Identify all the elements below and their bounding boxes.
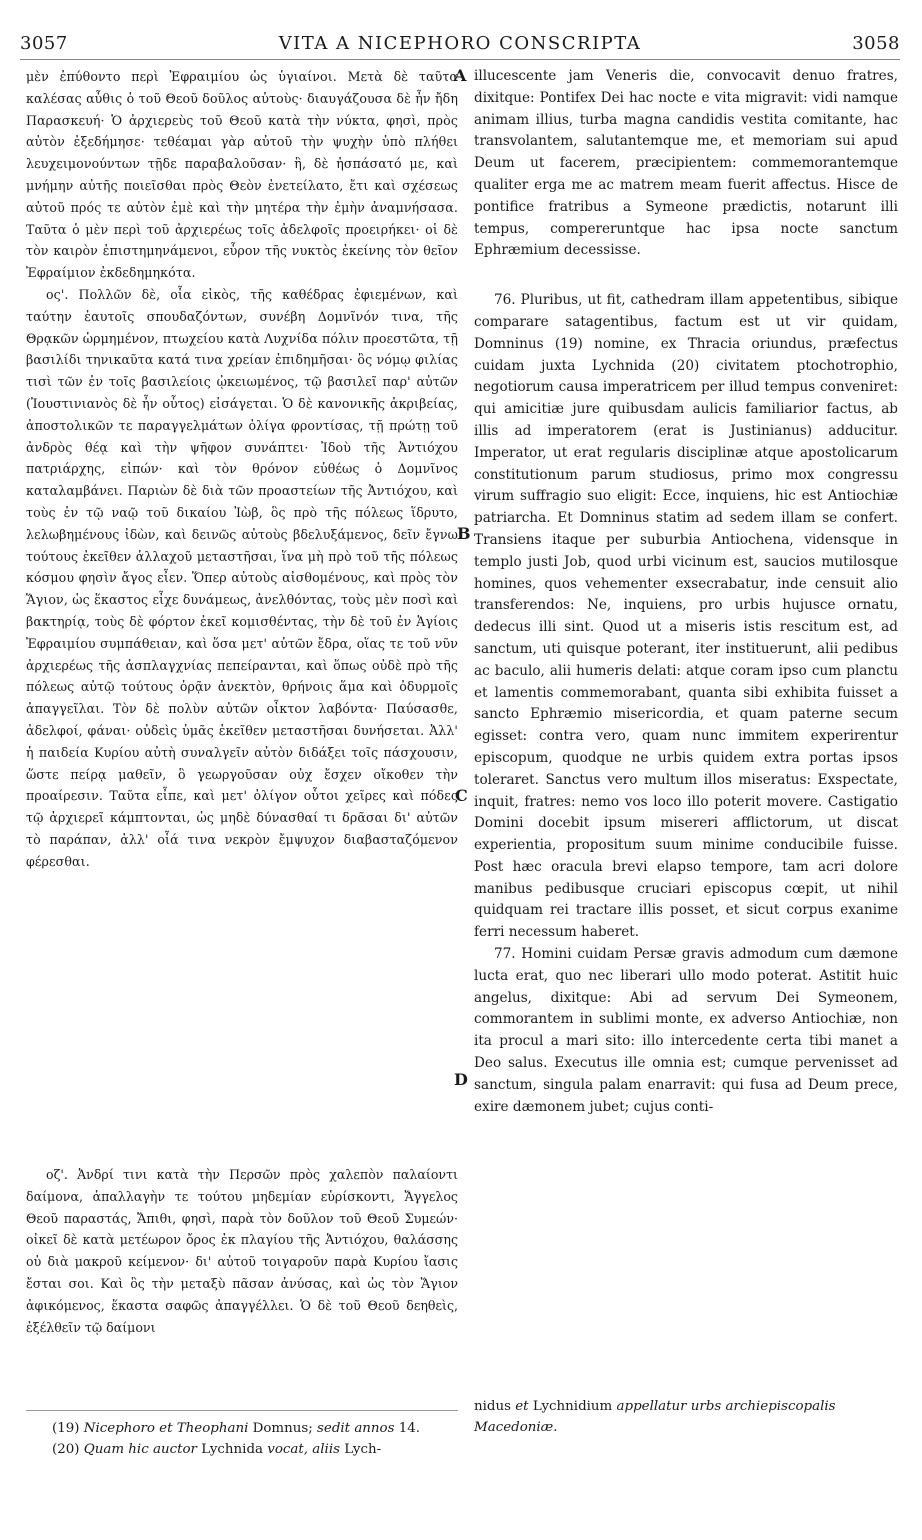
footnote-19: [52, 1418, 472, 1439]
page-number-left: 3057: [20, 33, 68, 54]
margin-letter-c: C: [455, 786, 468, 805]
footnote-cont-italic-2: appellatur urbs archiepiscopalis Macedoniæ.: [474, 1399, 836, 1435]
footnotes: [52, 1418, 472, 1460]
latin-paragraph-1: illucescente jam Veneris die, convocavit denuo fratres, dixitque: Pontifex Dei hac nocte e vita migravit: vidi namque animam illius, turba magna candidis vestita comitante, hac transvolantem, salutantemque me, et memoriam sui apud Deum ut facerem, præcipientem: commemorantemque qualiter erga me ac matrem meam fuerit affectus. Hisce de pontifice fratribus a Symeone prædictis, notarunt illi tempus, compereruntque hac ipsa nocte sanctum Ephræmium decessisse.: [474, 68, 898, 259]
margin-letter-b: B: [457, 524, 471, 543]
footnote-cont-mid: Lychnidium: [532, 1399, 613, 1414]
footnote-20-text: Lychnida: [201, 1442, 263, 1457]
footnote-rule: [26, 1410, 458, 1411]
footnote-19-italic-2: sedit annos: [317, 1421, 395, 1436]
footnote-cont-italic-1: et: [515, 1399, 529, 1414]
margin-letter-d: D: [454, 1070, 468, 1089]
latin-column: [474, 66, 898, 1118]
footnote-20: [52, 1439, 472, 1460]
margin-letter-a: A: [454, 66, 467, 85]
footnote-19-text: Domnus;: [252, 1421, 313, 1436]
greek-paragraph-3-block: [26, 1164, 458, 1338]
greek-column: [26, 66, 458, 872]
running-title: VITA A NICEPHORO CONSCRIPTA: [278, 33, 642, 54]
footnote-19-italic: Nicephoro et Theophani: [83, 1421, 249, 1436]
footnote-20-italic: Quam hic auctor: [83, 1442, 197, 1457]
greek-paragraph-1: μὲν ἐπύθοντο περὶ Ἐφραιμίου ὡς ὑγιαίνοι. Μετὰ δὲ ταῦτα καλέσας αὖθις ὁ τοῦ Θεοῦ δοῦλος αὐτοὺς· διαυγάζουσα δὲ ἦν ἤδη Παρασκευή· Ὁ ἀρχιερεὺς τοῦ Θεοῦ κατὰ τὴν νύκτα, φησὶ, πρὸς αὐτὸν ἐξεδήμησε· τεθέαμαι γὰρ αὐτοῦ τὴν ψυχὴν ὑπὸ πλήθει λευχειμονούντων τῇδε παραβαλοῦσαν· ἣ, δὲ ἠσπάσατό με, καὶ μνήμην αὐτῆς ποιεῖσθαι πρὸς Θεὸν ἐνετείλατο, ἔτι καὶ σχέσεως αὐτοῦ πρός τε αὐτὸν ἐμὲ καὶ τὴν μητέρα τὴν ἐμὴν ἀναμνήσασα. Ταῦτα ὁ μὲν περὶ τοῦ ἀρχιερέως τοῖς ἀδελφοῖς προειρήκει· οἱ δὲ τὸν καιρὸν ἐπιστημηνάμενοι, εὗρον τῆς νυκτὸς ἐκείνης τὸν θεῖον Ἐφραίμιον ἐκδεδημηκότα.: [26, 69, 458, 281]
latin-paragraph-2: 76. Pluribus, ut fit, cathedram illam appetentibus, sibique comparare satagentibus, factum est ut vir quidam, Domninus (19) nomine, ex Thracia oriundus, præfectus cuidam juxta Lychnida (20) civitatem ptochotrophio, negotiorum causa imperatricem per illud tempus conveniret: qui amicitiæ jure quibusdam aulicis familiarior factus, ab illis ad imperatorem (erat is Justinianus) adducitur. Imperator, ut erat regularis disciplinæ atque apostolicarum constitutionum parum studiosus, primo mox congressu virum suffragio suo eligit: Ecce, inquiens, hic est Antiochiæ patriarcha. Et Domninus statim ad sedem illam se confert. Transiens itaque per suburbia Antiochena, vidensque in templo justi Job, quod urbi vicinum est, saucios mutilosque homines, quos vehementer exsecrabatur, inde censuit alio transferendos: Ne, inquiens, pro urbis hujusce ornatu, dedecus illi sint. Quod ut a miseris istis rescitum est, ad sanctum, uti quisque poterant, iter instituerunt, alii pedibus ac baculo, alii humeris delati: atque coram ipso cum planctu et lamentis commemorabant, quanta sibi exhibita fuisset a sancto Ephræmio misericordia, et quam paterne secum egisset: contra vero, quam nunc immitem experirentur episcopum, quodque ne urbis quidem extra portas ipsos toleraret. Sanctus vero multum illos miseratus: Exspectate, inquit, fratres: nemo vos loco illo poterit movere. Castigatio Domini docebit ipsum misereri afflictorum, ut discat experientia, propositum suum minime conducibile fuisse. Post hæc oracula brevi elapso tempore, tam acri dolore manibus pedibusque cruciari episcopus cœpit, ut nihil quidquam rei tractare illis posset, et sicut corpus exanime ferri necessum haberet.: [474, 292, 898, 941]
running-header: [20, 33, 900, 60]
footnote-19-number: (19): [52, 1421, 80, 1436]
page-number-right: 3058: [852, 33, 900, 54]
footnote-20-italic-2: vocat, aliis: [267, 1442, 340, 1457]
footnote-19-end: 14.: [398, 1421, 421, 1436]
footnote-20-continuation: [474, 1396, 898, 1438]
footnote-20-end: Lych-: [344, 1442, 382, 1457]
greek-paragraph-3: οζ'. Ἀνδρί τινι κατὰ τὴν Περσῶν πρὸς χαλεπὸν παλαίοντι δαίμονα, ἀπαλλαγὴν τε τούτου μηδεμίαν εὑρίσκοντι, Ἄγγελος Θεοῦ παραστάς, Ἄπιθι, φησὶ, παρὰ τὸν δοῦλον τοῦ Θεοῦ Συμεών· οἰκεῖ δὲ κατὰ μετέωρον ὄρος ἐκ πλαγίου τῆς Ἀντιόχου, θαλάσσης οὐ διὰ μακροῦ κείμενον· δι' αὐτοῦ τοιγαροῦν παρὰ Κυρίου ἴασις ἔσται σοι. Καὶ ὃς τὴν μεταξὺ πᾶσαν ἀνύσας, καὶ ὡς τὸν Ἅγιον ἀφικόμενος, ἕκαστα σαφῶς ἀπαγγέλλει. Ὁ δὲ τοῦ Θεοῦ δεηθεὶς, ἐξέλθεῖν τῷ δαίμονι: [26, 1167, 458, 1335]
footnote-cont-start: nidus: [474, 1399, 511, 1414]
latin-paragraph-3: 77. Homini cuidam Persæ gravis admodum cum dæmone lucta erat, quo nec liberari ullo modo poterat. Astitit huic angelus, dixitque: Abi ad servum Dei Symeonem, commorantem in sublimi monte, ex adverso Antiochiæ, non ita procul a mari sito: illo intercedente certa tibi manet a Deo salus. Executus ille omnia est; cumque pervenisset ad sanctum, singula palam enarravit: qui fusa ad Deum prece, exire dæmonem jubet; cujus conti-: [474, 946, 898, 1115]
footnote-20-number: (20): [52, 1442, 80, 1457]
greek-paragraph-2: ος'. Πολλῶν δὲ, οἷα εἰκὸς, τῆς καθέδρας ἐφιεμένων, καὶ ταύτην ἑαυτοῖς σπουδαζόντων, συνέβη Δομνῖνόν τινα, τῆς Θρᾳκῶν ὡρμημένον, πτωχείου κατὰ Λυχνίδα πόλιν προεστῶτα, τῇ βασιλίδι τηνικαῦτα κατά τινα χρείαν ἐπιδημῆσαι· ὃς νόμῳ φιλίας τισὶ τῶν ἐν τοῖς βασιλείοις ᾠκειωμένος, τῷ βασιλεῖ παρ' αὐτῶν (Ἰουστινιανὸς δὲ ἦν οὗτος) εἰσάγεται. Ὁ δὲ κανονικῆς ἀκριβείας, ἀποστολικῶν τε παραγγελμάτων ὀλίγα φροντίσας, τῇ πρώτῃ τοῦ ἀνδρὸς θέᾳ καὶ τὴν ψῆφον συνάπτει· Ἰδοὺ τῆς Ἀντιόχου πατριάρχης, εἰπών· καὶ τὸν θρόνον εὐθέως ὁ Δομνῖνος καταλαμβάνει. Παριὼν δὲ διὰ τῶν προαστείων τῆς Ἀντιόχου, καὶ τοὺς ἐν τῷ ναῷ τοῦ δικαίου Ἰὼβ, ὃς πρὸ τῆς πόλεως ἵδρυτο, λελωβημένους ἰδὼν, καὶ δεινῶς αὐτοὺς βδελυξάμενος, δεῖν ἔγνω τούτους ἐκεῖθεν ἀλλαχοῦ μεταστῆσαι, ἵνα μὴ πρὸ τοῦ τῆς πόλεως κόσμου φησὶν ἄγος εἶεν. Ὅπερ αὐτοὺς αἰσθομένους, καὶ πρὸς τὸν Ἅγιον, ὡς ἕκαστος εἶχε δυνάμεως, ἀνελθόντας, τοὺς μὲν ποσὶ καὶ βακτηρίᾳ, τοὺς δὲ φόρτον ἐκεῖ κομισθέντας, τὴν δὲ τοῦ ἐν Ἁγίοις Ἐφραιμίου συμπάθειαν, καὶ ὅσα μετ' αὐτῶν ἔδρα, οἵας τε τοῦ νῦν ἀρχιερέως τῆς ἀσπλαγχνίας πεπείρανται, καὶ ὅπως οὐδὲ πρὸ τῆς πόλεως αὐτῷ τούτους ὁρᾷν ἀνεκτὸν, θρήνοις ἅμα καὶ ὀδυρμοῖς ἀπαγγεῖλαι. Τὸν δὲ πολὺν αὐτῶν οἶκτον λαβόντα· Παύσασθε, ἀδελφοί, φάναι· οὐδεὶς ὑμᾶς ἐκεῖθεν μεταστῆσαι δυνήσεται. Ἀλλ' ἡ παιδεία Κυρίου αὐτὴ συναλγεῖν αὐτὸν διδάξει τοῖς πάσχουσιν, ὥστε πείρᾳ μαθεῖν, ὃ γεωργοῦσαν οὐχ ἔσχεν οἴκοθεν τὴν προαίρεσιν. Ταῦτα εἶπε, καὶ μετ' ὀλίγον οὗτοι χεῖρες καὶ πόδες τῷ ἀρχιερεῖ κάμπτονται, ὡς μηδὲ δύνασθαί τι δρᾶσαι δι' αὐτῶν τὸ παράπαν, ἀλλ' οἷά τινα νεκρὸν ἔμψυχον διαβασταζόμενον φέρεσθαι.: [26, 286, 458, 869]
